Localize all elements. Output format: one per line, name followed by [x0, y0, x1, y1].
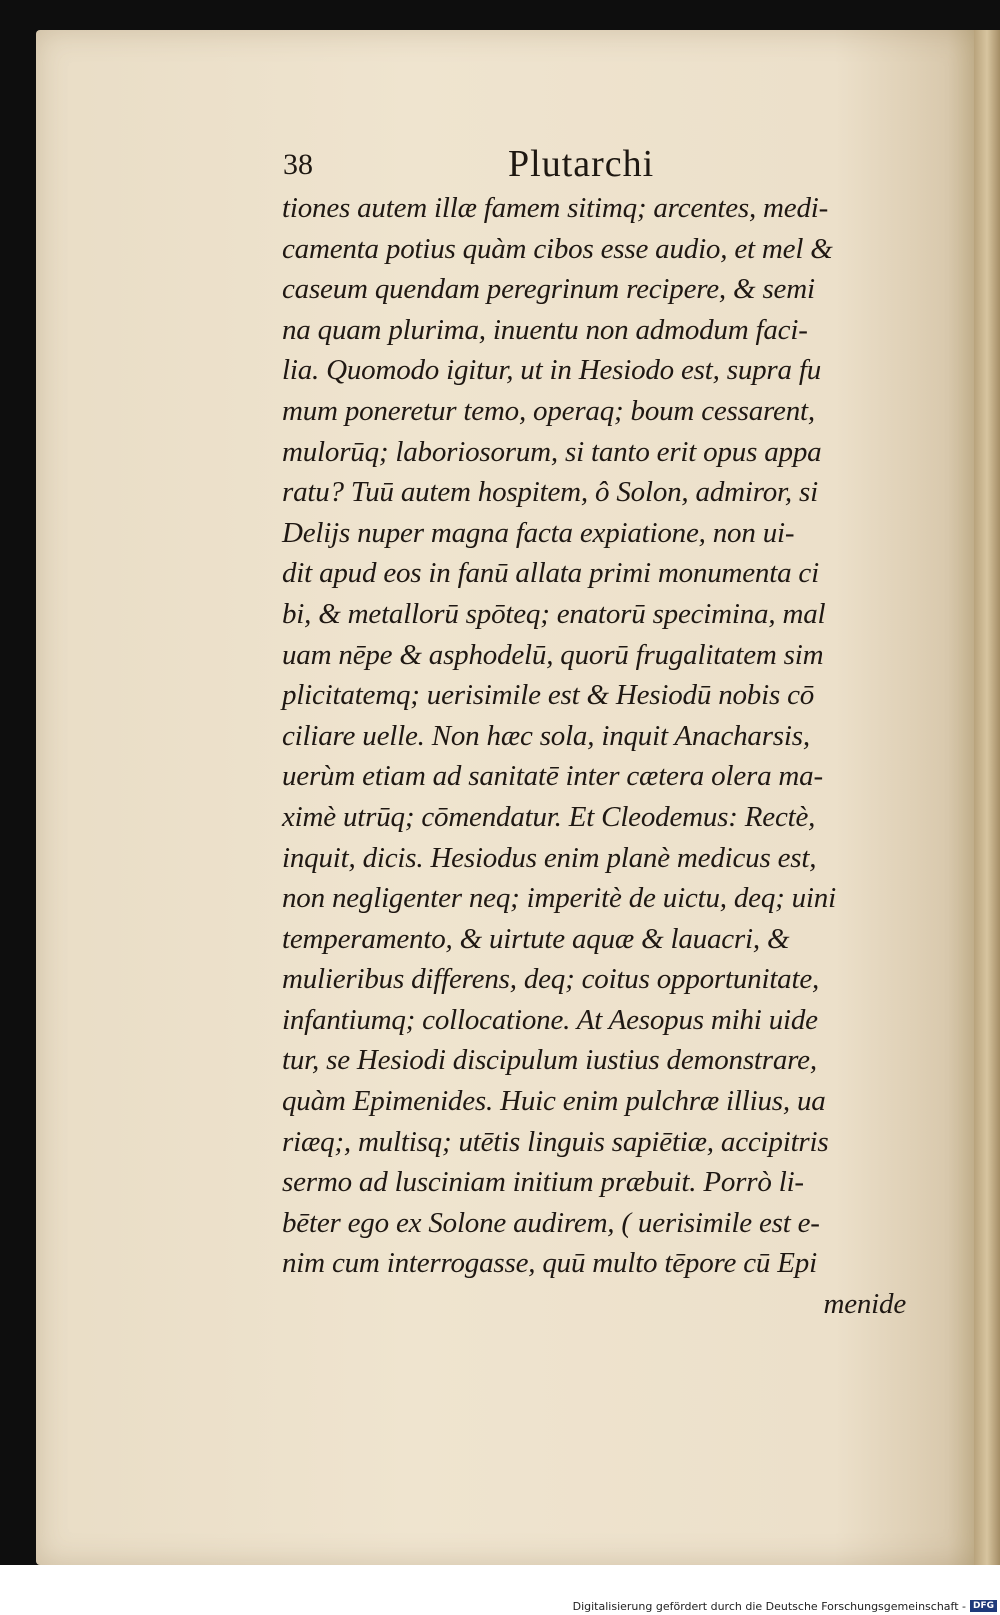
- text-line: na quam plurima, inuentu non admodum faci-: [282, 313, 808, 346]
- text-line: infantiumq; collocatione. At Aesopus mihi uide: [282, 1003, 818, 1036]
- text-line: bēter ego ex Solone audirem, ( uerisimile est e-: [282, 1206, 820, 1239]
- text-line: uam nēpe & asphodelū, quorū frugalitatem sim: [282, 638, 824, 671]
- text-line: sermo ad lusciniam initium præbuit. Porrò li-: [282, 1166, 804, 1199]
- text-line: bi, & metallorū spōteq; enatorū specimina, mal: [282, 597, 826, 630]
- text-line: riæq;, multisq; utētis linguis sapiētiæ, accipitris: [282, 1125, 829, 1158]
- text-line: quàm Epimenides. Huic enim pulchræ illius, ua: [282, 1085, 826, 1118]
- running-head: Plutarchi: [508, 143, 655, 185]
- text-line: caseum quendam peregrinum recipere, & semi: [282, 273, 815, 306]
- text-line: dit apud eos in fanū allata primi monumenta ci: [282, 557, 819, 590]
- text-line: Delijs nuper magna facta expiatione, non ui-: [282, 516, 795, 549]
- text-line: inquit, dicis. Hesiodus enim planè medicus est,: [282, 841, 817, 874]
- text-line: tur, se Hesiodi discipulum iustius demonstrare,: [282, 1044, 817, 1077]
- funding-notice: Digitalisierung gefördert durch die Deutsche Forschungsgemeinschaft -: [572, 1600, 966, 1613]
- catchword: menide: [823, 1288, 906, 1321]
- text-line: plicitatemq; uerisimile est & Hesiodū nobis cō: [282, 679, 815, 712]
- text-line: ciliare uelle. Non hæc sola, inquit Anacharsis,: [282, 719, 810, 752]
- text-line: mum poneretur temo, operaq; boum cessarent,: [282, 394, 815, 427]
- page-number: 38: [283, 148, 313, 181]
- page-header: [283, 143, 903, 190]
- page-edge: [974, 30, 1000, 1565]
- text-line: mulorūq; laboriosorum, si tanto erit opus appa: [282, 435, 822, 468]
- text-line: ratu? Tuū autem hospitem, ô Solon, admiror, si: [282, 476, 818, 509]
- text-line: ximè utrūq; cōmendatur. Et Cleodemus: Rectè,: [282, 800, 816, 833]
- text-line: temperamento, & uirtute aquæ & lauacri, &: [282, 922, 790, 955]
- text-line: non negligenter neq; imperitè de uictu, deq; uini: [282, 882, 836, 915]
- dfg-logo-icon: DFG: [970, 1600, 997, 1612]
- text-line: camenta potius quàm cibos esse audio, et mel &: [282, 232, 833, 265]
- text-block: [282, 188, 914, 1325]
- text-line: mulieribus differens, deq; coitus opportunitate,: [282, 963, 820, 996]
- text-line: tiones autem illæ famem sitimq; arcentes, medi-: [282, 192, 829, 224]
- text-line: lia. Quomodo igitur, ut in Hesiodo est, supra fu: [282, 354, 822, 387]
- text-line: nim cum interrogasse, quū multo tēpore cū Epi: [282, 1247, 817, 1280]
- footer-bar: [0, 1565, 1000, 1615]
- text-line: uerùm etiam ad sanitatē inter cætera olera ma-: [282, 760, 823, 793]
